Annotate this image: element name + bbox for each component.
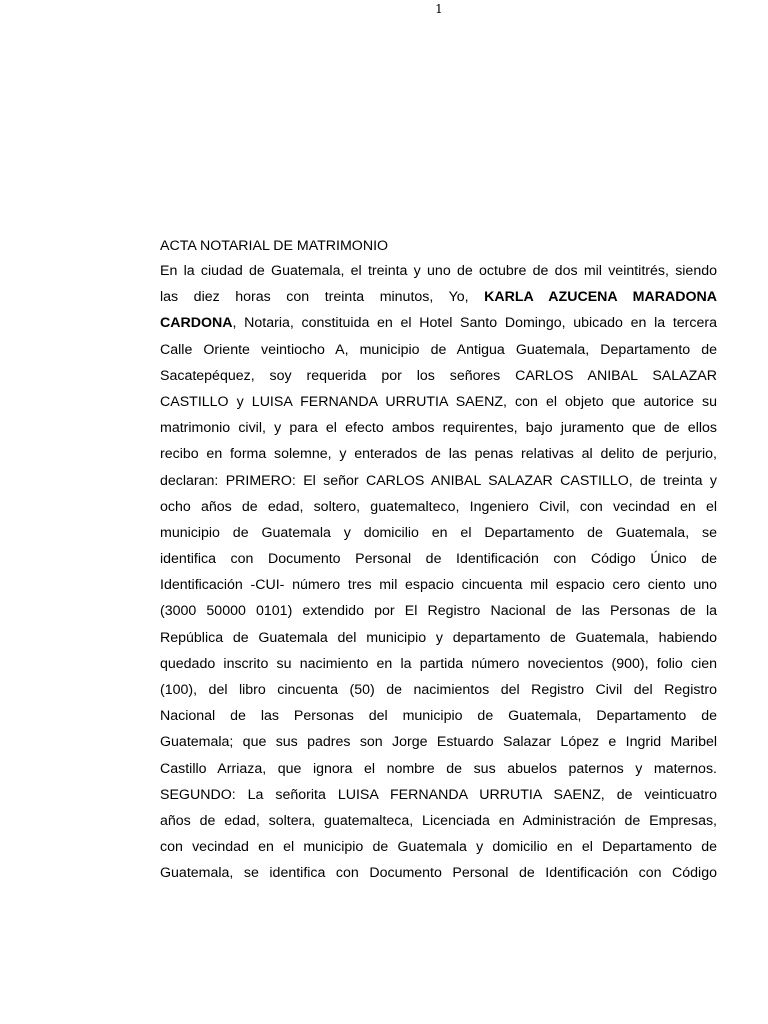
text-line [160, 677, 717, 703]
text-line [160, 284, 717, 310]
text-segment: años de edad, soltera, guatemalteca, Licenciada en Administración de Empresas, [160, 812, 717, 829]
text-segment: (100), del libro cincuenta (50) de nacimientos del Registro Civil del Registro [160, 682, 717, 698]
text-segment: las diez horas con treinta minutos, Yo, [160, 289, 485, 306]
text-line [160, 441, 717, 467]
text-line [160, 337, 717, 363]
bold-name: KARLA AZUCENA MARADONA [484, 289, 718, 306]
text-segment: Nacional de las Personas del municipio de Guatemala, Departamento de [160, 708, 717, 725]
text-segment: CASTILLO y LUISA FERNANDA URRUTIA SAENZ, con el objeto que autorice su [160, 393, 717, 410]
text-segment: República de Guatemala del municipio y departamento de Guatemala, habiendo [160, 629, 717, 646]
document-title: ACTA NOTARIAL DE MATRIMONIO [160, 238, 389, 254]
text-line [160, 363, 717, 389]
text-segment: , Notaria, constituida en el Hotel Santo Domingo, ubicado en la tercera [232, 315, 717, 332]
text-segment: identifica con Documento Personal de Identificación con Código Único de [160, 551, 717, 568]
bold-name: CARDONA [160, 315, 233, 332]
text-segment: (3000 50000 0101) extendido por El Registro Nacional de las Personas de la [160, 603, 717, 620]
text-line [160, 546, 717, 572]
text-line [160, 860, 717, 886]
text-line [160, 389, 717, 415]
text-line [160, 415, 717, 441]
text-segment: matrimonio civil, y para el efecto ambos requirentes, bajo juramento que de ellos [160, 420, 717, 437]
text-segment: ocho años de edad, soltero, guatemalteco, Ingeniero Civil, con vecindad en el [160, 498, 717, 515]
text-segment: recibo en forma solemne, y enterados de las penas relativas al delito de perjurio, [160, 446, 717, 463]
text-line [160, 703, 717, 729]
page-number: 1 [435, 2, 443, 16]
text-segment: Calle Oriente veintiocho A, municipio de Antigua Guatemala, Departamento de [160, 341, 717, 358]
text-segment: Guatemala; que sus padres son Jorge Estuardo Salazar López e Ingrid Maribel [160, 734, 717, 751]
document-text [160, 258, 717, 887]
text-line [160, 625, 717, 651]
text-segment: quedado inscrito su nacimiento en la partida número novecientos (900), folio cien [160, 655, 717, 672]
text-segment: SEGUNDO: La señorita LUISA FERNANDA URRUTIA SAENZ, de veinticuatro [160, 786, 717, 803]
document-body [160, 234, 717, 887]
text-segment: Castillo Arriaza, que ignora el nombre de sus abuelos paternos y maternos. [160, 760, 717, 777]
text-line [160, 782, 717, 808]
text-line [160, 598, 717, 624]
text-segment: municipio de Guatemala y domicilio en el Departamento de Guatemala, se [160, 524, 717, 541]
text-line [160, 310, 717, 336]
text-line [160, 808, 717, 834]
text-segment: declaran: PRIMERO: El señor CARLOS ANIBAL SALAZAR CASTILLO, de treinta y [160, 472, 717, 489]
text-line [160, 520, 717, 546]
text-line [160, 468, 717, 494]
text-line [160, 651, 717, 677]
text-segment: En la ciudad de Guatemala, el treinta y uno de octubre de dos mil veintitrés, siendo [160, 263, 717, 279]
text-segment: Sacatepéquez, soy requerida por los señores CARLOS ANIBAL SALAZAR [160, 367, 717, 384]
text-line [160, 258, 717, 284]
text-line [160, 572, 717, 598]
text-segment: con vecindad en el municipio de Guatemala y domicilio en el Departamento de [160, 839, 717, 856]
text-line [160, 494, 717, 520]
text-line [160, 834, 717, 860]
text-line [160, 756, 717, 782]
text-line [160, 729, 717, 755]
text-segment: Guatemala, se identifica con Documento Personal de Identificación con Código [160, 865, 717, 882]
text-segment: Identificación -CUI- número tres mil espacio cincuenta mil espacio cero ciento uno [160, 577, 717, 594]
